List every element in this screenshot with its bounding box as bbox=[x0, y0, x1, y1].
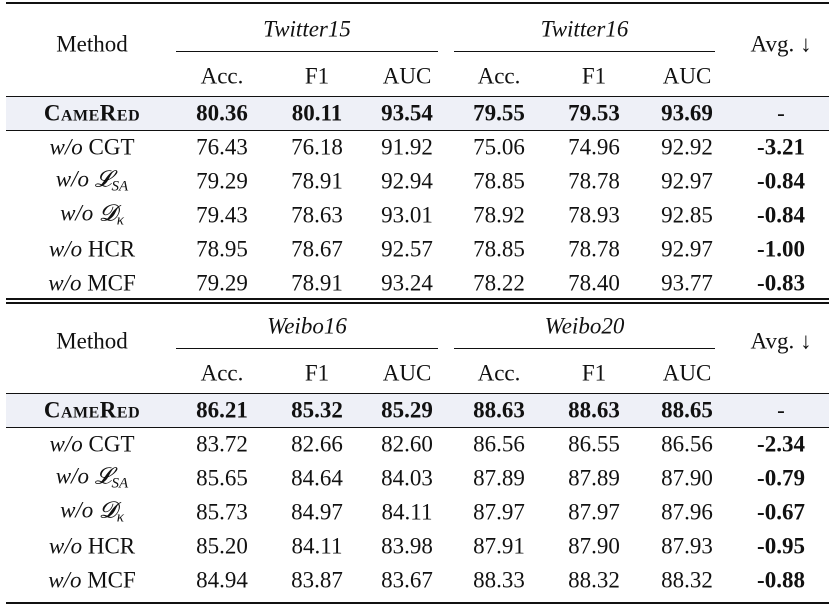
value-cell: 78.63 bbox=[291, 202, 343, 228]
double-rule-bottom bbox=[6, 302, 829, 304]
value-cell: 93.69 bbox=[661, 100, 713, 126]
value-cell: 86.56 bbox=[661, 431, 713, 457]
value-cell: 84.03 bbox=[381, 465, 433, 491]
value-cell: 87.90 bbox=[661, 465, 713, 491]
ablation-prefix: w/o bbox=[60, 200, 100, 226]
value-cell: 79.29 bbox=[196, 168, 248, 194]
ablation-label: MCF bbox=[87, 567, 136, 593]
value-cell: 79.29 bbox=[196, 270, 248, 296]
avg-cell: -1.00 bbox=[757, 236, 805, 262]
value-cell: 86.55 bbox=[568, 431, 620, 457]
value-cell: 92.97 bbox=[661, 168, 713, 194]
value-cell: 88.33 bbox=[473, 567, 525, 593]
value-cell: 87.90 bbox=[568, 533, 620, 559]
value-cell: 84.11 bbox=[291, 533, 343, 559]
value-cell: 85.73 bbox=[196, 499, 248, 525]
ablation-label: CGT bbox=[88, 431, 135, 457]
avg-cell: - bbox=[777, 100, 785, 126]
ablation-symbol: 𝓛 bbox=[94, 166, 112, 193]
main-row-rule bbox=[6, 130, 829, 131]
value-cell: 88.63 bbox=[473, 397, 525, 423]
ablation-prefix: w/o bbox=[48, 270, 88, 296]
ablation-name bbox=[48, 272, 136, 295]
value-cell: 83.87 bbox=[291, 567, 343, 593]
ablation-prefix: w/o bbox=[60, 497, 100, 523]
metric-header: AUC bbox=[662, 63, 712, 89]
metric-header: AUC bbox=[382, 63, 432, 89]
value-cell: 85.32 bbox=[291, 397, 343, 423]
avg-cell: -0.95 bbox=[757, 533, 805, 559]
value-cell: 87.89 bbox=[568, 465, 620, 491]
metric-header: F1 bbox=[581, 360, 607, 386]
avg-cell: -0.84 bbox=[757, 202, 805, 228]
value-cell: 87.91 bbox=[473, 533, 525, 559]
ablation-prefix: w/o bbox=[48, 533, 88, 559]
ablation-name bbox=[56, 168, 128, 195]
dataset-header: Twitter15 bbox=[263, 16, 351, 42]
value-cell: 87.97 bbox=[473, 499, 525, 525]
method-header: Method bbox=[56, 31, 128, 57]
ablation-symbol: 𝓛 bbox=[94, 463, 112, 490]
value-cell: 87.96 bbox=[661, 499, 713, 525]
ablation-label: MCF bbox=[87, 270, 136, 296]
value-cell: 83.67 bbox=[381, 567, 433, 593]
top-rule bbox=[6, 2, 829, 4]
avg-header: Avg. ↓ bbox=[750, 328, 812, 354]
ablation-subscript: κ bbox=[116, 509, 124, 526]
value-cell: 86.56 bbox=[473, 431, 525, 457]
metric-header: AUC bbox=[382, 360, 432, 386]
value-cell: 78.78 bbox=[568, 236, 620, 262]
value-cell: 92.97 bbox=[661, 236, 713, 262]
value-cell: 78.22 bbox=[473, 270, 525, 296]
ablation-name bbox=[56, 465, 128, 492]
value-cell: 88.32 bbox=[568, 567, 620, 593]
ablation-prefix: w/o bbox=[55, 463, 95, 489]
value-cell: 92.94 bbox=[381, 168, 433, 194]
ablation-name bbox=[49, 535, 135, 558]
value-cell: 78.91 bbox=[291, 270, 343, 296]
avg-cell: -0.67 bbox=[757, 499, 805, 525]
value-cell: 85.20 bbox=[196, 533, 248, 559]
value-cell: 84.97 bbox=[291, 499, 343, 525]
ablation-name bbox=[50, 136, 135, 159]
group-rule bbox=[454, 348, 715, 349]
value-cell: 79.55 bbox=[473, 100, 525, 126]
dataset-header: Weibo16 bbox=[267, 313, 347, 339]
ablation-subscript: SA bbox=[111, 178, 129, 195]
value-cell: 93.77 bbox=[661, 270, 713, 296]
ablation-name bbox=[50, 433, 135, 456]
value-cell: 84.11 bbox=[381, 499, 433, 525]
value-cell: 82.66 bbox=[291, 431, 343, 457]
value-cell: 83.98 bbox=[381, 533, 433, 559]
ablation-prefix: w/o bbox=[49, 134, 89, 160]
ablation-name bbox=[60, 202, 124, 229]
metric-header: F1 bbox=[304, 63, 330, 89]
avg-cell: -2.34 bbox=[757, 431, 805, 457]
metric-header: Acc. bbox=[200, 63, 244, 89]
group-rule bbox=[454, 51, 715, 52]
ablation-subscript: κ bbox=[116, 212, 124, 229]
metric-header: F1 bbox=[581, 63, 607, 89]
avg-cell: -3.21 bbox=[757, 134, 805, 160]
value-cell: 84.64 bbox=[291, 465, 343, 491]
value-cell: 78.78 bbox=[568, 168, 620, 194]
value-cell: 80.11 bbox=[291, 100, 343, 126]
value-cell: 92.92 bbox=[661, 134, 713, 160]
method-name-main: CameRed bbox=[43, 397, 141, 423]
value-cell: 78.40 bbox=[568, 270, 620, 296]
value-cell: 78.85 bbox=[473, 236, 525, 262]
dataset-header: Twitter16 bbox=[540, 16, 629, 42]
dataset-header: Weibo20 bbox=[544, 313, 625, 339]
value-cell: 76.43 bbox=[196, 134, 248, 160]
ablation-symbol: 𝓓 bbox=[99, 200, 117, 227]
group-rule bbox=[176, 51, 438, 52]
ablation-label: HCR bbox=[87, 236, 136, 262]
double-rule-top bbox=[6, 298, 829, 300]
metric-header: Acc. bbox=[477, 360, 521, 386]
bottom-rule bbox=[6, 602, 829, 604]
ablation-prefix: w/o bbox=[49, 431, 89, 457]
value-cell: 74.96 bbox=[568, 134, 620, 160]
ablation-name bbox=[60, 499, 124, 526]
method-name-main: CameRed bbox=[43, 100, 141, 126]
avg-cell: - bbox=[777, 397, 785, 423]
ablation-table bbox=[6, 2, 829, 607]
value-cell: 79.53 bbox=[568, 100, 620, 126]
value-cell: 92.85 bbox=[661, 202, 713, 228]
method-header: Method bbox=[56, 328, 128, 354]
avg-cell: -0.83 bbox=[757, 270, 805, 296]
value-cell: 93.54 bbox=[381, 100, 433, 126]
value-cell: 82.60 bbox=[381, 431, 433, 457]
ablation-name bbox=[48, 569, 136, 592]
ablation-prefix: w/o bbox=[48, 567, 88, 593]
value-cell: 93.01 bbox=[381, 202, 433, 228]
value-cell: 88.63 bbox=[568, 397, 620, 423]
group-rule bbox=[176, 348, 438, 349]
value-cell: 83.72 bbox=[196, 431, 248, 457]
value-cell: 76.18 bbox=[291, 134, 343, 160]
main-row-rule bbox=[6, 427, 829, 428]
value-cell: 87.89 bbox=[473, 465, 525, 491]
value-cell: 92.57 bbox=[381, 236, 433, 262]
value-cell: 87.93 bbox=[661, 533, 713, 559]
value-cell: 80.36 bbox=[196, 100, 248, 126]
value-cell: 78.92 bbox=[473, 202, 525, 228]
ablation-name bbox=[49, 238, 135, 261]
avg-cell: -0.84 bbox=[757, 168, 805, 194]
avg-cell: -0.88 bbox=[757, 567, 805, 593]
ablation-label: HCR bbox=[87, 533, 136, 559]
ablation-symbol: 𝓓 bbox=[99, 497, 117, 524]
ablation-subscript: SA bbox=[111, 475, 129, 492]
value-cell: 88.32 bbox=[661, 567, 713, 593]
value-cell: 87.97 bbox=[568, 499, 620, 525]
ablation-label: CGT bbox=[88, 134, 135, 160]
ablation-prefix: w/o bbox=[55, 166, 95, 192]
value-cell: 86.21 bbox=[196, 397, 248, 423]
value-cell: 79.43 bbox=[196, 202, 248, 228]
value-cell: 93.24 bbox=[381, 270, 433, 296]
value-cell: 85.29 bbox=[381, 397, 433, 423]
value-cell: 75.06 bbox=[473, 134, 525, 160]
value-cell: 78.95 bbox=[196, 236, 248, 262]
value-cell: 85.65 bbox=[196, 465, 248, 491]
value-cell: 91.92 bbox=[381, 134, 433, 160]
value-cell: 78.67 bbox=[291, 236, 343, 262]
avg-header: Avg. ↓ bbox=[750, 31, 812, 57]
metric-header: Acc. bbox=[200, 360, 244, 386]
metric-header: Acc. bbox=[477, 63, 521, 89]
value-cell: 78.93 bbox=[568, 202, 620, 228]
metric-header: AUC bbox=[662, 360, 712, 386]
value-cell: 84.94 bbox=[196, 567, 248, 593]
avg-cell: -0.79 bbox=[757, 465, 805, 491]
value-cell: 78.91 bbox=[291, 168, 343, 194]
ablation-prefix: w/o bbox=[48, 236, 88, 262]
value-cell: 78.85 bbox=[473, 168, 525, 194]
value-cell: 88.65 bbox=[661, 397, 713, 423]
metric-header: F1 bbox=[304, 360, 330, 386]
